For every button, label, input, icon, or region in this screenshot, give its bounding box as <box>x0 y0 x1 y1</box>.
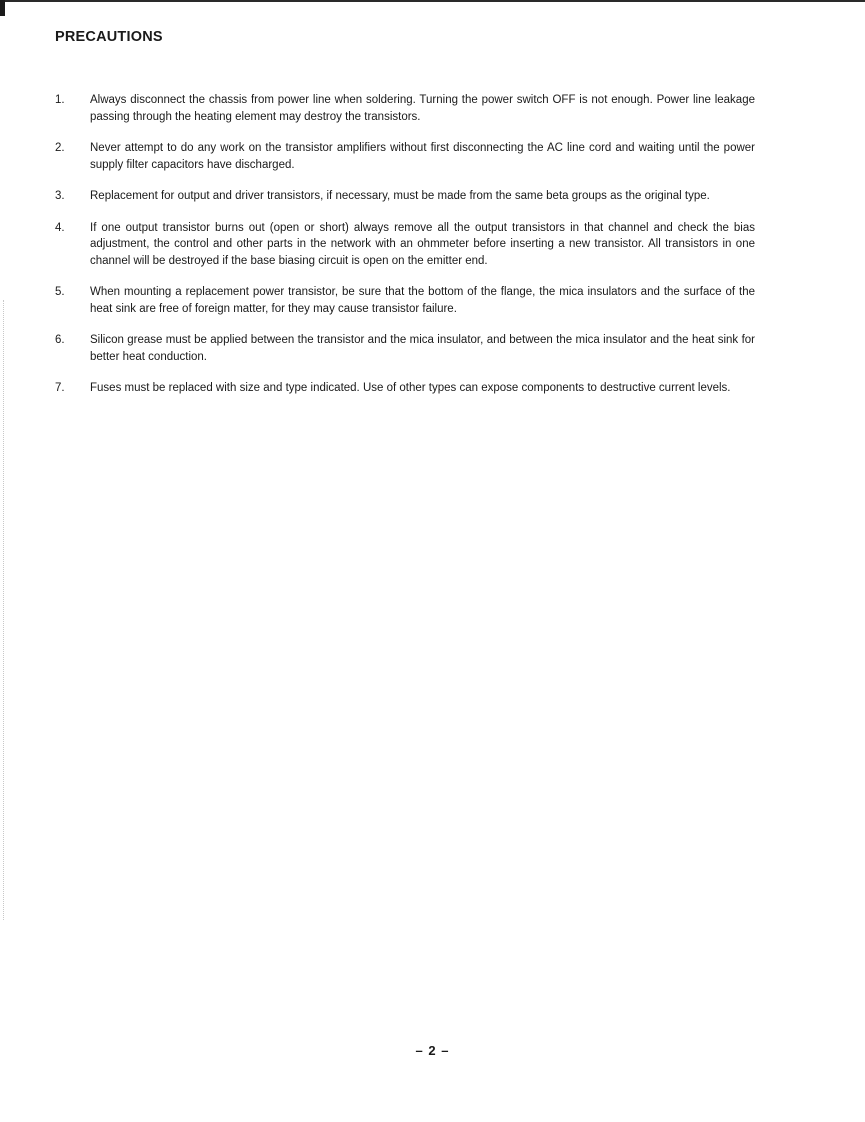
precaution-item-5 <box>55 284 755 317</box>
item-number: 4. <box>55 221 65 234</box>
precaution-item-2 <box>55 140 755 173</box>
precaution-item-7 <box>55 380 755 397</box>
top-rule <box>0 0 865 2</box>
item-number: 3. <box>55 190 65 202</box>
item-text: Silicon grease must be applied between the transistor and the mica insulator, and between the mica insulator and the heat sink for better heat conduction. <box>90 334 755 363</box>
item-text: Fuses must be replaced with size and type indicated. Use of other types can expose components to destructive current levels. <box>90 382 731 394</box>
item-text: Always disconnect the chassis from power line when soldering. Turning the power switch OFF is not enough. Power line leakage passing through the heating element may destroy the transistors. <box>90 94 755 123</box>
item-number: 1. <box>55 94 65 106</box>
corner-mark <box>0 0 5 16</box>
precaution-item-1 <box>55 92 755 125</box>
precaution-item-4 <box>55 220 755 270</box>
page-number: – 2 – <box>415 1043 450 1058</box>
page-title: PRECAUTIONS <box>55 29 163 45</box>
item-text: Replacement for output and driver transistors, if necessary, must be made from the same beta groups as the original type. <box>90 190 710 202</box>
precaution-item-6 <box>55 332 755 365</box>
item-text: If one output transistor burns out (open or short) always remove all the output transistors in that channel and check the bias adjustment, the control and other parts in the network with an ohmmeter before inserting a new transistor. All transistors in one channel will be destroyed if the base biasing circuit is open on the emitter end. <box>90 221 755 267</box>
precaution-list <box>55 92 755 412</box>
item-number: 6. <box>55 334 65 346</box>
item-text: When mounting a replacement power transistor, be sure that the bottom of the flange, the mica insulators and the surface of the heat sink are free of foreign matter, for they may cause transistor failure. <box>90 286 755 315</box>
precaution-item-3 <box>55 188 755 205</box>
item-number: 2. <box>55 142 65 154</box>
item-number: 5. <box>55 286 65 298</box>
item-number: 7. <box>55 382 65 394</box>
item-text: Never attempt to do any work on the transistor amplifiers without first disconnecting the AC line cord and waiting until the power supply filter capacitors have discharged. <box>90 142 755 171</box>
scan-edge-speckle <box>3 300 5 920</box>
